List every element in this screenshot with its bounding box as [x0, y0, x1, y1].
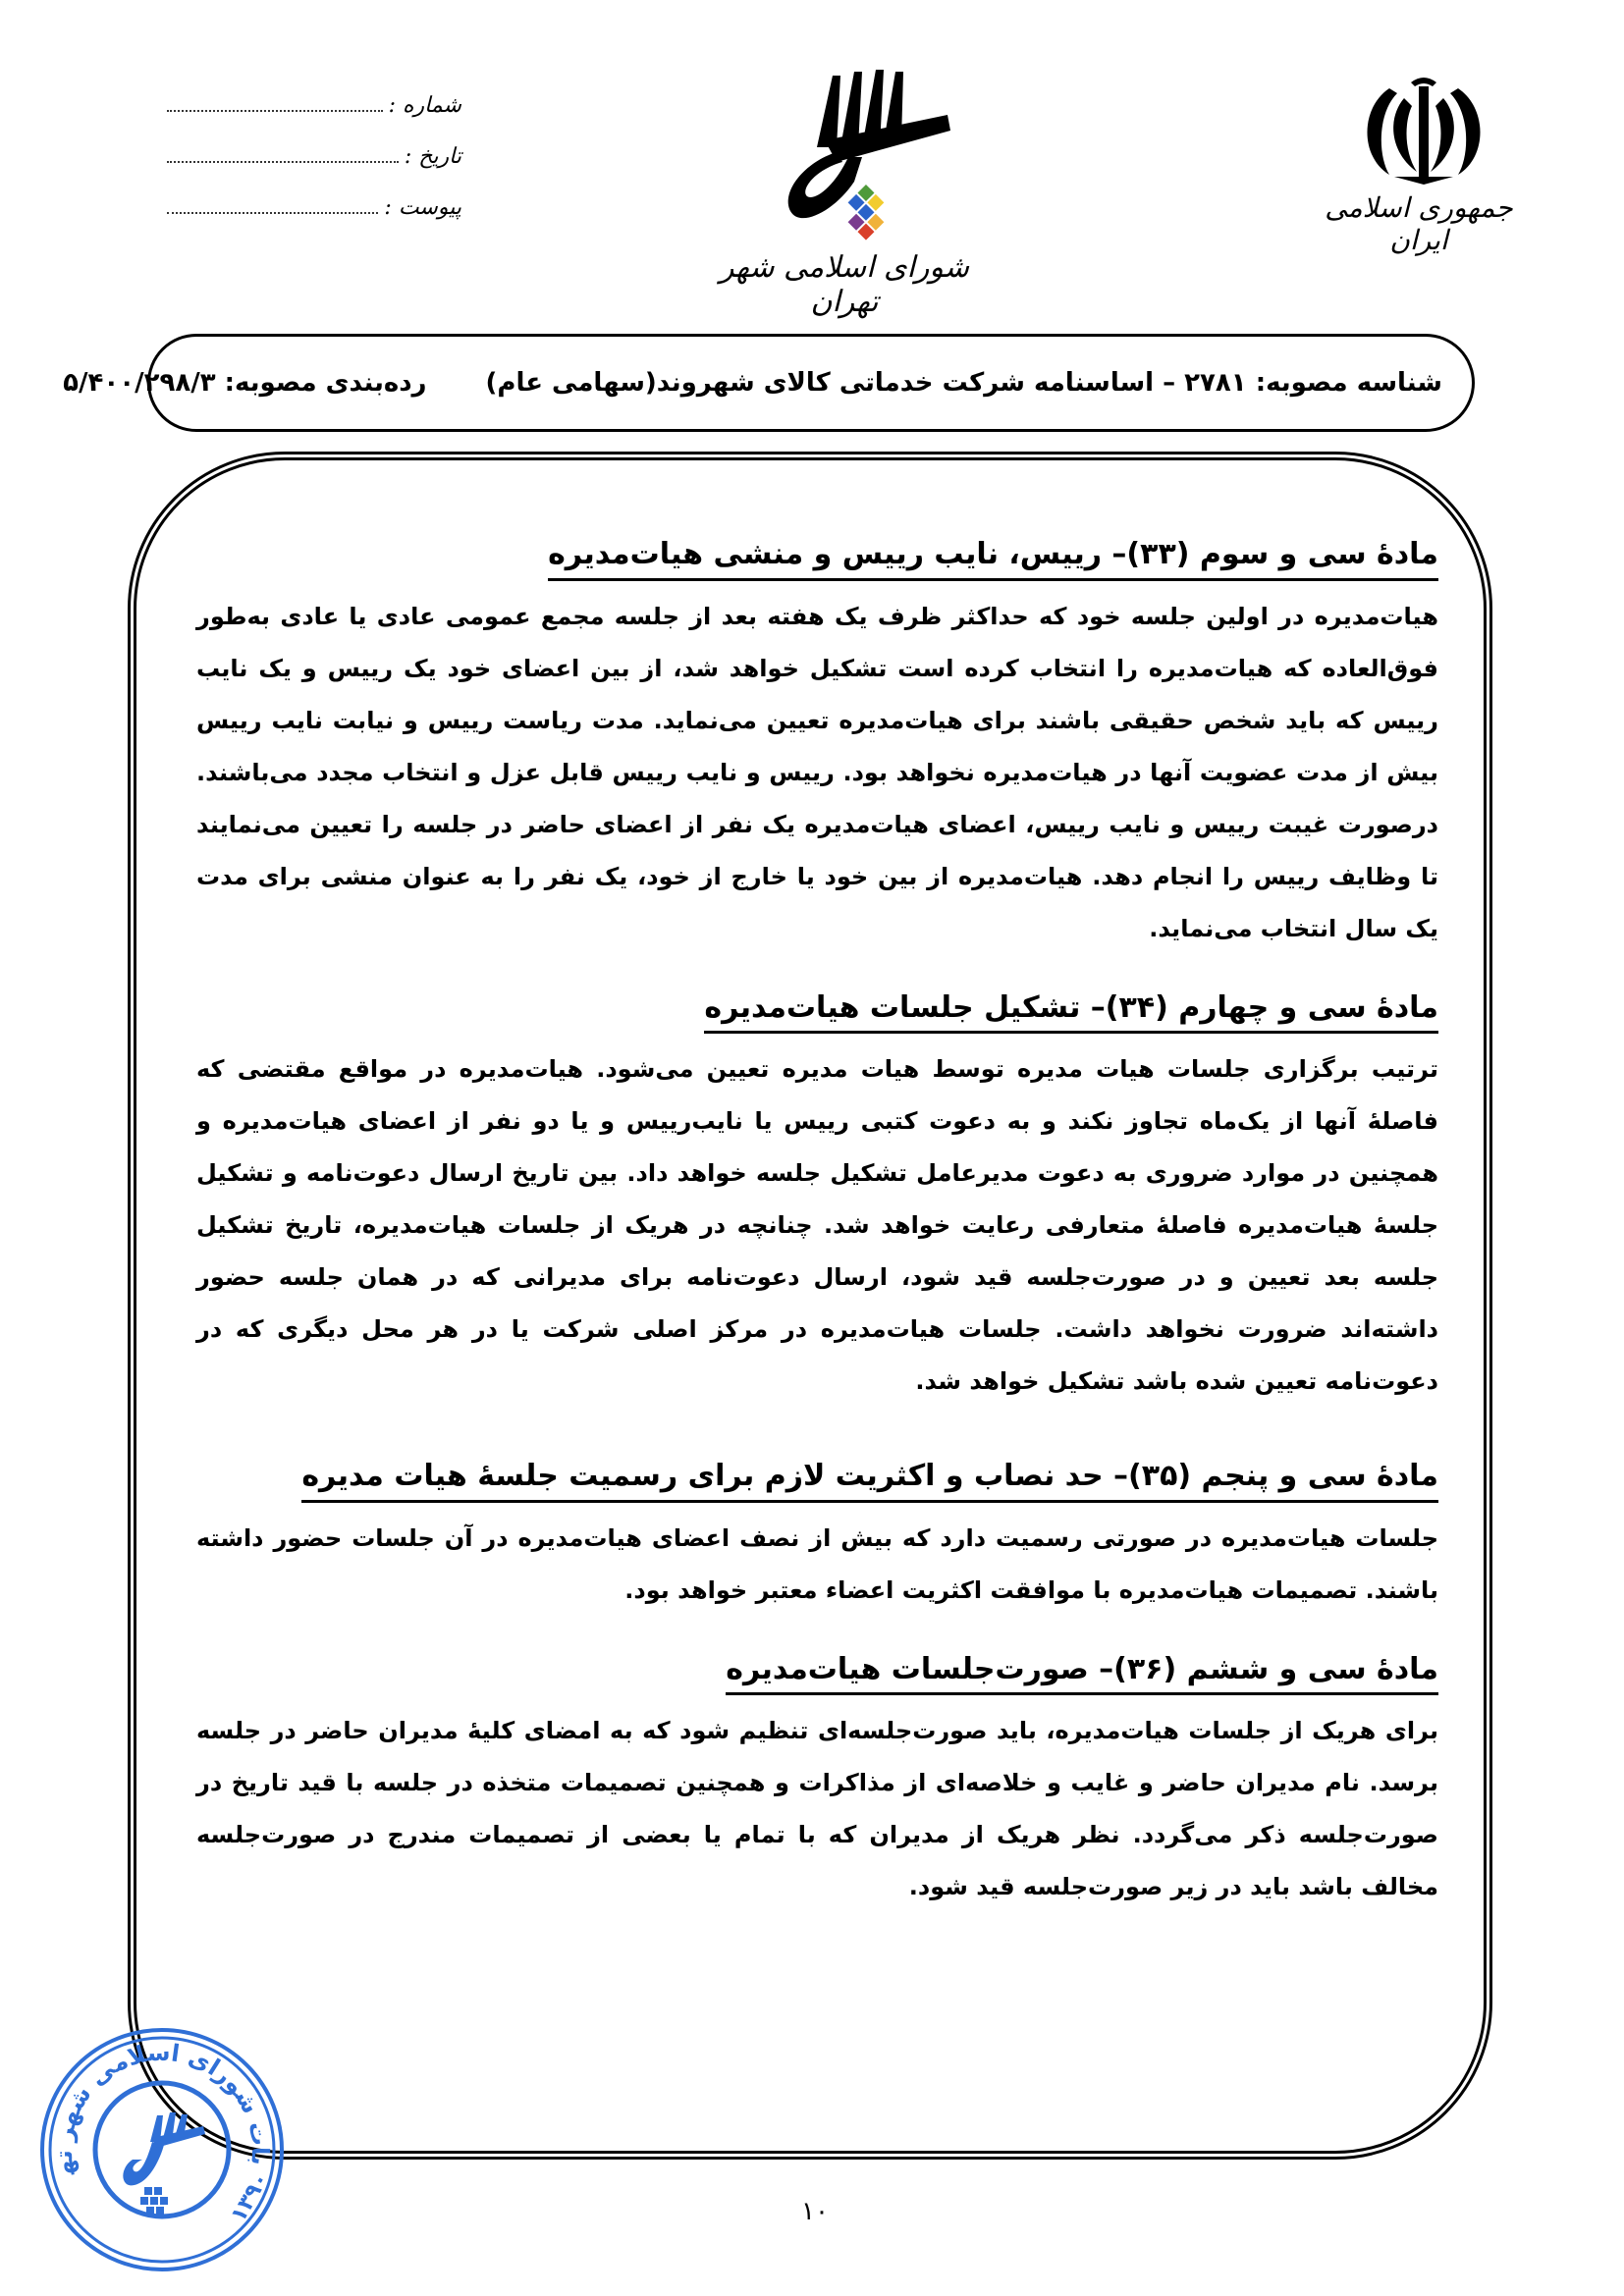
reference-fields: [167, 93, 461, 246]
council-stamp-icon: [34, 2022, 290, 2277]
date-label: تاریخ :: [404, 144, 461, 169]
iran-emblem-icon: [1350, 69, 1497, 196]
article-body: جلسات هیات‌مدیره در صورتی رسمیت دارد که بیش از نصف اعضای هیات‌مدیره در آن جلسات حضور داشته باشند. تصمیمات هیات‌مدیره با موافقت اکثریت اعضاء معتبر خواهد بود.: [196, 1523, 1438, 1604]
number-field: [167, 93, 461, 144]
attachment-field: [167, 195, 461, 246]
republic-name: جمهوری اسلامی ایران: [1325, 191, 1513, 256]
article-title: مادۀ سی و پنجم (۳۵)– حد نصاب و اکثریت لازم برای رسمیت جلسۀ هیات مدیره: [301, 1457, 1438, 1503]
stamp-text: بات شورای اسلامی شهر ته: [49, 2038, 275, 2178]
article-title: مادۀ سی و چهارم (۳۴)– تشکیل جلسات هیات‌مدیره: [704, 988, 1438, 1035]
attachment-label: پیوست :: [384, 195, 461, 220]
document-content: [196, 535, 1438, 1947]
resolution-title-bar: [63, 334, 1475, 432]
article-body: هیات‌مدیره در اولین جلسه خود که حداکثر ظرف یک هفته بعد از جلسه مجمع عمومی عادی یا عادی به‌طور فوق‌العاده که هیات‌مدیره را انتخاب کرده است تشکیل خواهد شد، از بین اعضای خود یک رییس و یک نایب رییس که باید شخص حقیقی باشند برای هیات‌مدیره تعیین می‌نماید. مدت ریاست رییس و نیابت نایب رییس بیش از مدت عضویت آنها در هیات‌مدیره نخواهد بود. رییس و نایب رییس قابل عزل و انتخاب مجدد می‌باشند. درصورت غیبت رییس و نایب رییس، اعضای هیات‌مدیره یک نفر از اعضای حاضر در جلسه را تعیین می‌نمایند تا وظایف رییس را انجام دهد. هیات‌مدیره از بین خود یا خارج از خود، یک نفر را به عنوان منشی برای مدت یک سال انتخاب می‌نماید.: [196, 602, 1438, 942]
number-label: شماره :: [388, 93, 461, 118]
resolution-classification: رده‌بندی مصوبه: ۵/۴۰۰/۲۹۸/۳: [63, 368, 427, 398]
article-35: [196, 1457, 1438, 1617]
article-33: [196, 535, 1438, 955]
date-field: [167, 144, 461, 195]
article-title: مادۀ سی و ششم (۳۶)– صورت‌جلسات هیات‌مدیره: [726, 1650, 1438, 1696]
article-body: ترتیب برگزاری جلسات هیات مدیره توسط هیات مدیره تعیین می‌شود. هیات‌مدیره در مواقع مقتضی که فاصلۀ آنها از یک‌ماه تجاوز نکند و به دعوت کتبی رییس یا نایب‌رییس و یا دو نفر از اعضای هیات‌مدیره و همچنین در موارد ضروری به دعوت مدیرعامل تشکیل جلسه خواهد داد. بین تاریخ ارسال دعوت‌نامه و تشکیل جلسۀ هیات‌مدیره فاصلۀ متعارفی رعایت خواهد شد. چنانچه در هریک از جلسات هیات‌مدیره، تاریخ تشکیل جلسه بعد تعیین و در صورت‌جلسه قید شود، ارسال دعوت‌نامه برای مدیرانی که در همان جلسه حضور داشته‌اند ضرورت نخواهد داشت. جلسات هیات‌مدیره در مرکز اصلی شرکت یا در هر محل دیگری که در دعوت‌نامه تعیین شده باشد تشکیل خواهد شد.: [196, 1055, 1438, 1395]
article-36: [196, 1650, 1438, 1914]
article-body: برای هریک از جلسات هیات‌مدیره، باید صورت‌جلسه‌ای تنظیم شود که به امضای کلیۀ مدیران حاضر در جلسه برسد. نام مدیران حاضر و غایب و خلاصه‌ای از مذاکرات و همچنین تصمیمات متخذه در جلسه با قید تاریخ در صورت‌جلسه ذکر می‌گردد. نظر هریک از مدیران که با تمام یا بعضی از تصمیمات مندرج در صورت‌جلسه مخالف باشد باید در زیر صورت‌جلسه قید شود.: [196, 1717, 1438, 1900]
article-title: مادۀ سی و سوم (۳۳)– رییس، نایب رییس و منشی هیات‌مدیره: [548, 535, 1438, 581]
date-blank: [167, 147, 399, 163]
stamp-year: ۱۳۹۰: [226, 2167, 275, 2226]
article-34: [196, 988, 1438, 1409]
page-number: ۱۰: [801, 2197, 829, 2226]
council-name: شورای اسلامی شهر تهران: [720, 250, 969, 319]
resolution-id-title: شناسه مصوبه: ۲۷۸۱ – اساسنامه شرکت خدماتی کالای شهروند(سهامی عام): [485, 368, 1442, 398]
attachment-blank: [167, 198, 378, 214]
number-blank: [167, 96, 383, 112]
